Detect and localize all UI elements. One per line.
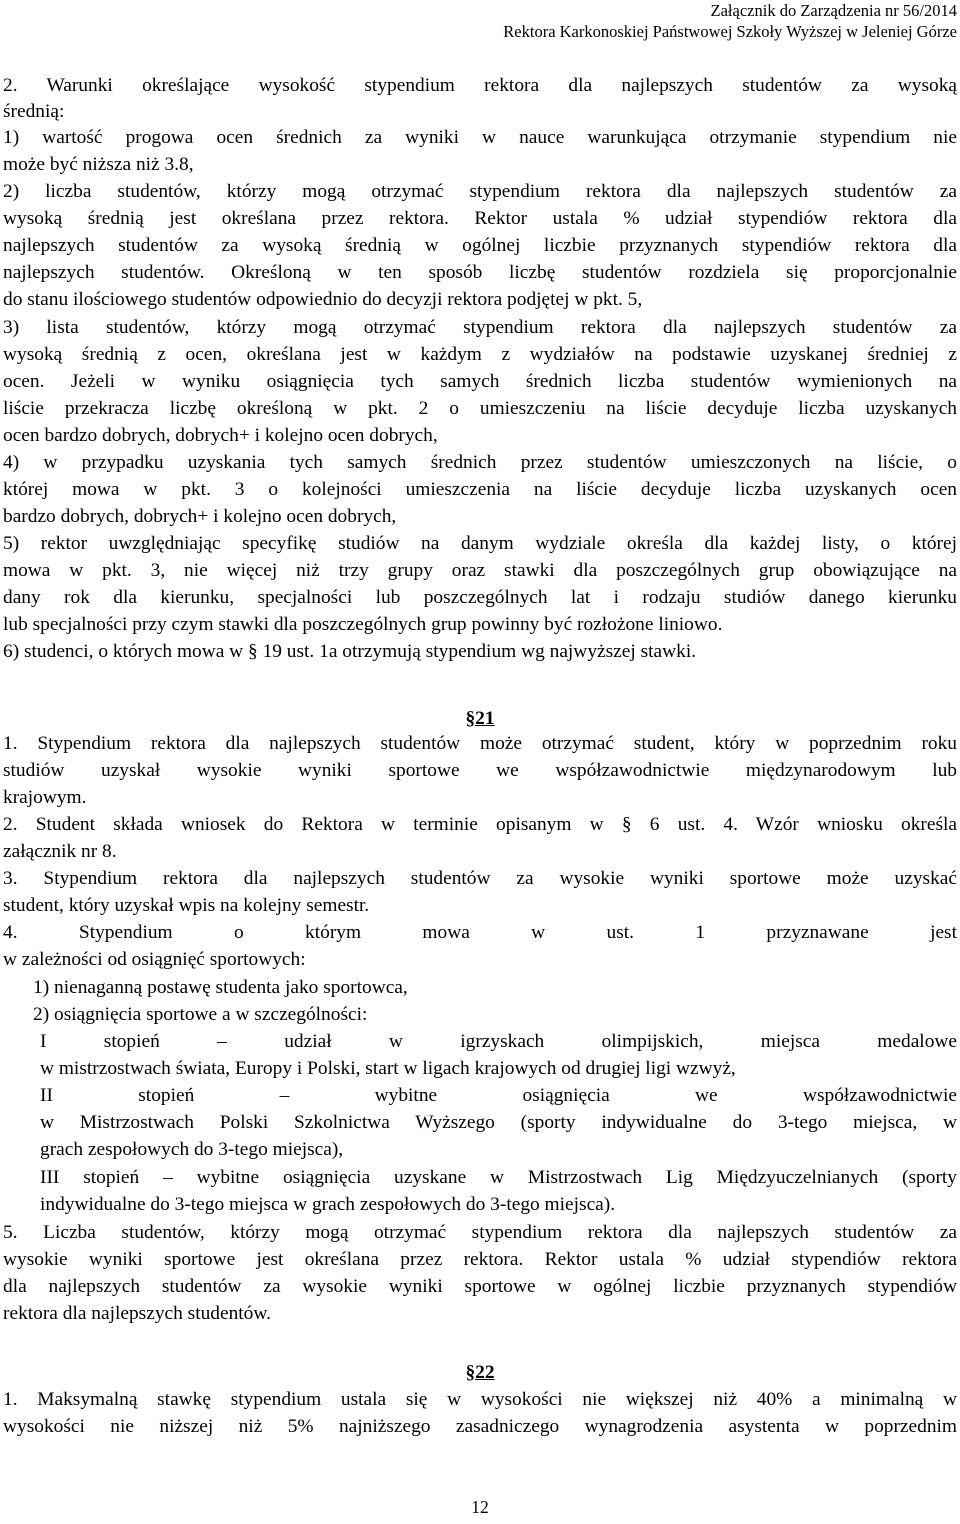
body-line: ocen. Jeżeli w wyniku osiągnięcia tych samych średnich liczba studentów wymienionych na (3, 371, 957, 392)
body-line: 2. Warunki określające wysokość stypendium rektora dla najlepszych studentów za wysoką (3, 75, 957, 96)
body-line: bardzo dobrych, dobrych+ i kolejno ocen dobrych, (3, 506, 397, 527)
body-line: 2. Student składa wniosek do Rektora w terminie opisanym w § 6 ust. 4. Wzór wniosku określa (3, 814, 957, 835)
list-item: indywidualne do 3-tego miejsca w grach zespołowych do 3-tego miejsca). (40, 1194, 616, 1215)
body-line: najlepszych studentów za wysoką średnią w ogólnej liczbie przyznanych stypendiów rektora dla (3, 235, 957, 256)
body-line: najlepszych studentów. Określoną w ten sposób liczbę studentów rozdziela się proporcjonalnie (3, 262, 957, 283)
body-line: dla najlepszych studentów za wysokie wyniki sportowe w ogólnej liczbie przyznanych stypendiów (3, 1276, 957, 1297)
page-number: 12 (471, 1497, 489, 1517)
list-item: 1) nienaganną postawę studenta jako sportowca, (33, 977, 408, 998)
body-line: może być niższa niż 3.8, (3, 154, 194, 175)
header-line-1: Załącznik do Zarządzenia nr 56/2014 (710, 1, 957, 20)
section-heading-21: §21 (465, 708, 495, 729)
body-line: wysokości nie niższej niż 5% najniższego zasadniczego wynagrodzenia asystenta w poprzednim (3, 1416, 957, 1437)
body-line: 3. Stypendium rektora dla najlepszych studentów za wysokie wyniki sportowe może uzyskać (3, 868, 957, 889)
body-line: 4) w przypadku uzyskania tych samych średnich przez studentów umieszczonych na liście, o (3, 452, 957, 473)
list-item: 2) osiągnięcia sportowe a w szczególności: (33, 1004, 368, 1025)
body-line: dany rok dla kierunku, specjalności lub poszczególnych lat i rodzaju studiów danego kierunku (3, 587, 957, 608)
body-line: 5. Liczba studentów, którzy mogą otrzymać stypendium rektora dla najlepszych studentów za (3, 1222, 957, 1243)
body-line: wysokie wyniki sportowe jest określana przez rektora. Rektor ustala % udział stypendiów rektora (3, 1249, 957, 1270)
list-item: III stopień – wybitne osiągnięcia uzyskane w Mistrzostwach Lig Międzyuczelnianych (sporty (40, 1167, 957, 1188)
header-line-2: Rektora Karkonoskiej Państwowej Szkoły Wyższej w Jeleniej Górze (503, 22, 957, 41)
body-line: wysoką średnią jest określana przez rektora. Rektor ustala % udział stypendiów rektora dla (3, 208, 957, 229)
body-line: 5) rektor uwzględniając specyfikę studiów na danym wydziale określa dla każdej listy, o której (3, 533, 957, 554)
body-line: liście przekracza liczbę określoną w pkt. 2 o umieszczeniu na liście decyduje liczba uzyskanych (3, 398, 957, 419)
body-line: lub specjalności przy czym stawki dla poszczególnych grup powinny być rozłożone liniowo. (3, 614, 723, 635)
list-item: w mistrzostwach świata, Europy i Polski, start w ligach krajowych od drugiej ligi wzwyż, (40, 1058, 736, 1079)
list-item: II stopień – wybitne osiągnięcia we współzawodnictwie (40, 1085, 957, 1106)
list-item: I stopień – udział w igrzyskach olimpijskich, miejsca medalowe (40, 1031, 957, 1052)
body-line: 3) lista studentów, którzy mogą otrzymać stypendium rektora dla najlepszych studentów za (3, 317, 957, 338)
body-line: w zależności od osiągnięć sportowych: (3, 949, 306, 970)
body-line: krajowym. (3, 787, 87, 808)
body-line: której mowa w pkt. 3 o kolejności umieszczenia na liście decyduje liczba uzyskanych ocen (3, 479, 957, 500)
body-line: 1. Maksymalną stawkę stypendium ustala się w wysokości nie większej niż 40% a minimalną w (3, 1389, 957, 1410)
body-line: 1) wartość progowa ocen średnich za wyniki w nauce warunkująca otrzymanie stypendium nie (3, 127, 957, 148)
body-line: 4. Stypendium o którym mowa w ust. 1 przyznawane jest (3, 922, 957, 943)
list-item: w Mistrzostwach Polski Szkolnictwa Wyższego (sporty indywidualne do 3-tego miejsca, w (40, 1112, 957, 1133)
body-line: załącznik nr 8. (3, 841, 117, 862)
body-line: studiów uzyskał wysokie wyniki sportowe we współzawodnictwie międzynarodowym lub (3, 760, 957, 781)
body-line: do stanu ilościowego studentów odpowiednio do decyzji rektora podjętej w pkt. 5, (3, 289, 643, 310)
list-item: grach zespołowych do 3-tego miejsca), (40, 1139, 344, 1160)
body-line: student, który uzyskał wpis na kolejny semestr. (3, 895, 370, 916)
body-line: 2) liczba studentów, którzy mogą otrzymać stypendium rektora dla najlepszych studentów za (3, 181, 957, 202)
section-heading-22: §22 (465, 1362, 495, 1383)
body-line: rektora dla najlepszych studentów. (3, 1303, 271, 1324)
body-line: średnią: (3, 101, 65, 122)
body-line: 1. Stypendium rektora dla najlepszych studentów może otrzymać student, który w poprzednim roku (3, 733, 957, 754)
body-line: ocen bardzo dobrych, dobrych+ i kolejno ocen dobrych, (3, 425, 438, 446)
body-line: mowa w pkt. 3, nie więcej niż trzy grupy oraz stawki dla poszczególnych grup obowiązujące na (3, 560, 957, 581)
body-line: 6) studenci, o których mowa w § 19 ust. 1a otrzymują stypendium wg najwyższej stawki. (3, 641, 697, 662)
body-line: wysoką średnią z ocen, określana jest w każdym z wydziałów na podstawie uzyskanej średniej z (3, 344, 957, 365)
